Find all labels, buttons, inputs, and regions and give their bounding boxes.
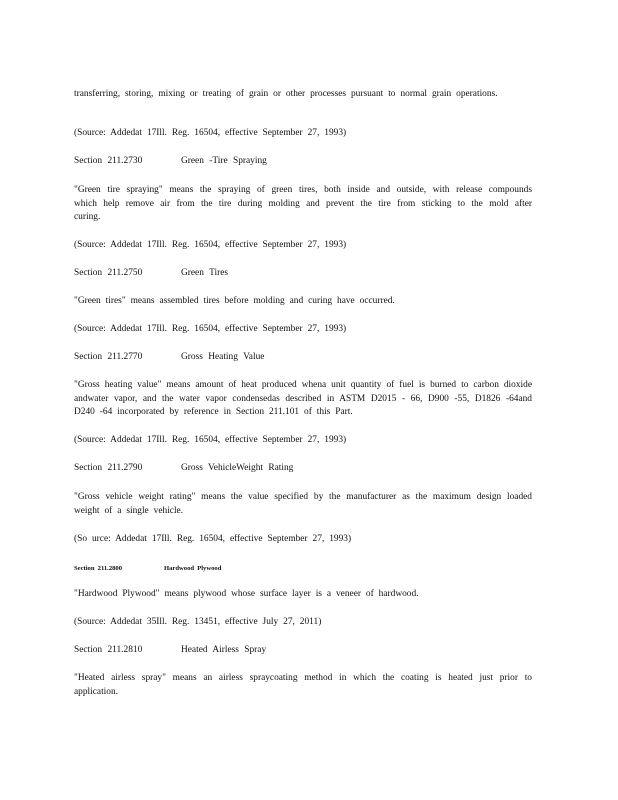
source-note: (Source: Addedat 17Ill. Reg. 16504, effective September 27, 1993) <box>74 324 347 334</box>
section-title: Green -Tire Spraying <box>181 156 267 166</box>
section-heading-211-2810 <box>74 644 532 658</box>
section-title: Gross Heating Value <box>181 352 265 362</box>
definition-heated-airless-spray: "Heated airless spray" means an airless spraycoating method in which the coating is heated just prior to application. <box>74 673 532 697</box>
source-note: (Source: Addedat 17Ill. Reg. 16504, effective September 27, 1993) <box>74 435 347 445</box>
section-number: Section 211.2800 <box>74 565 123 572</box>
section-number: Section 211.2770 <box>74 352 143 362</box>
paragraph-continuation: transferring, storing, mixing or treating of grain or other processes pursuant to normal grain operations. <box>74 89 498 99</box>
section-heading-211-2800 <box>74 562 532 576</box>
definition-hardwood-plywood: "Hardwood Plywood" means plywood whose surface layer is a veneer of hardwood. <box>74 589 419 599</box>
section-title: Hardwood Plywood <box>164 565 222 572</box>
section-number: Section 211.2750 <box>74 268 143 278</box>
definition-gross-vehicle-weight-rating: "Gross vehicle weight rating" means the value specified by the manufacturer as the maximum design loaded weight of a single vehicle. <box>74 492 532 516</box>
definition-green-tire-spraying: "Green tire spraying" means the spraying of green tires, both inside and outside, with release compounds which help remove air from the tire during molding and prevent the tire from sticking to the mold after curing. <box>74 185 532 222</box>
source-note: (Source: Addedat 17Ill. Reg. 16504, effective September 27, 1993) <box>74 128 347 138</box>
section-number: Section 211.2790 <box>74 463 143 473</box>
definition-gross-heating-value: "Gross heating value" means amount of heat produced whena unit quantity of fuel is burned to carbon dioxide andwater vapor, and the water vapor condensedas described in ASTM D2015 - 66, D900 -55, D1826 -64and D240 -64 incorporated by reference in Section 211.101 of this Part. <box>74 380 532 417</box>
source-note: (Source: Addedat 35Ill. Reg. 13451, effective July 27, 2011) <box>74 617 322 627</box>
section-title: Gross VehicleWeight Rating <box>181 463 294 473</box>
section-number: Section 211.2730 <box>74 156 143 166</box>
section-heading-211-2730 <box>74 155 532 169</box>
section-heading-211-2750 <box>74 267 532 281</box>
section-title: Heated Airless Spray <box>181 645 267 655</box>
section-heading-211-2770 <box>74 351 532 365</box>
section-heading-211-2790 <box>74 462 532 476</box>
definition-green-tires: "Green tires" means assembled tires before molding and curing have occurred. <box>74 296 395 306</box>
source-note: (Source: Addedat 17Ill. Reg. 16504, effective September 27, 1993) <box>74 240 347 250</box>
source-note: (So urce: Addedat 17Ill. Reg. 16504, effective September 27, 1993) <box>74 534 352 544</box>
section-number: Section 211.2810 <box>74 645 143 655</box>
section-title: Green Tires <box>181 268 229 278</box>
